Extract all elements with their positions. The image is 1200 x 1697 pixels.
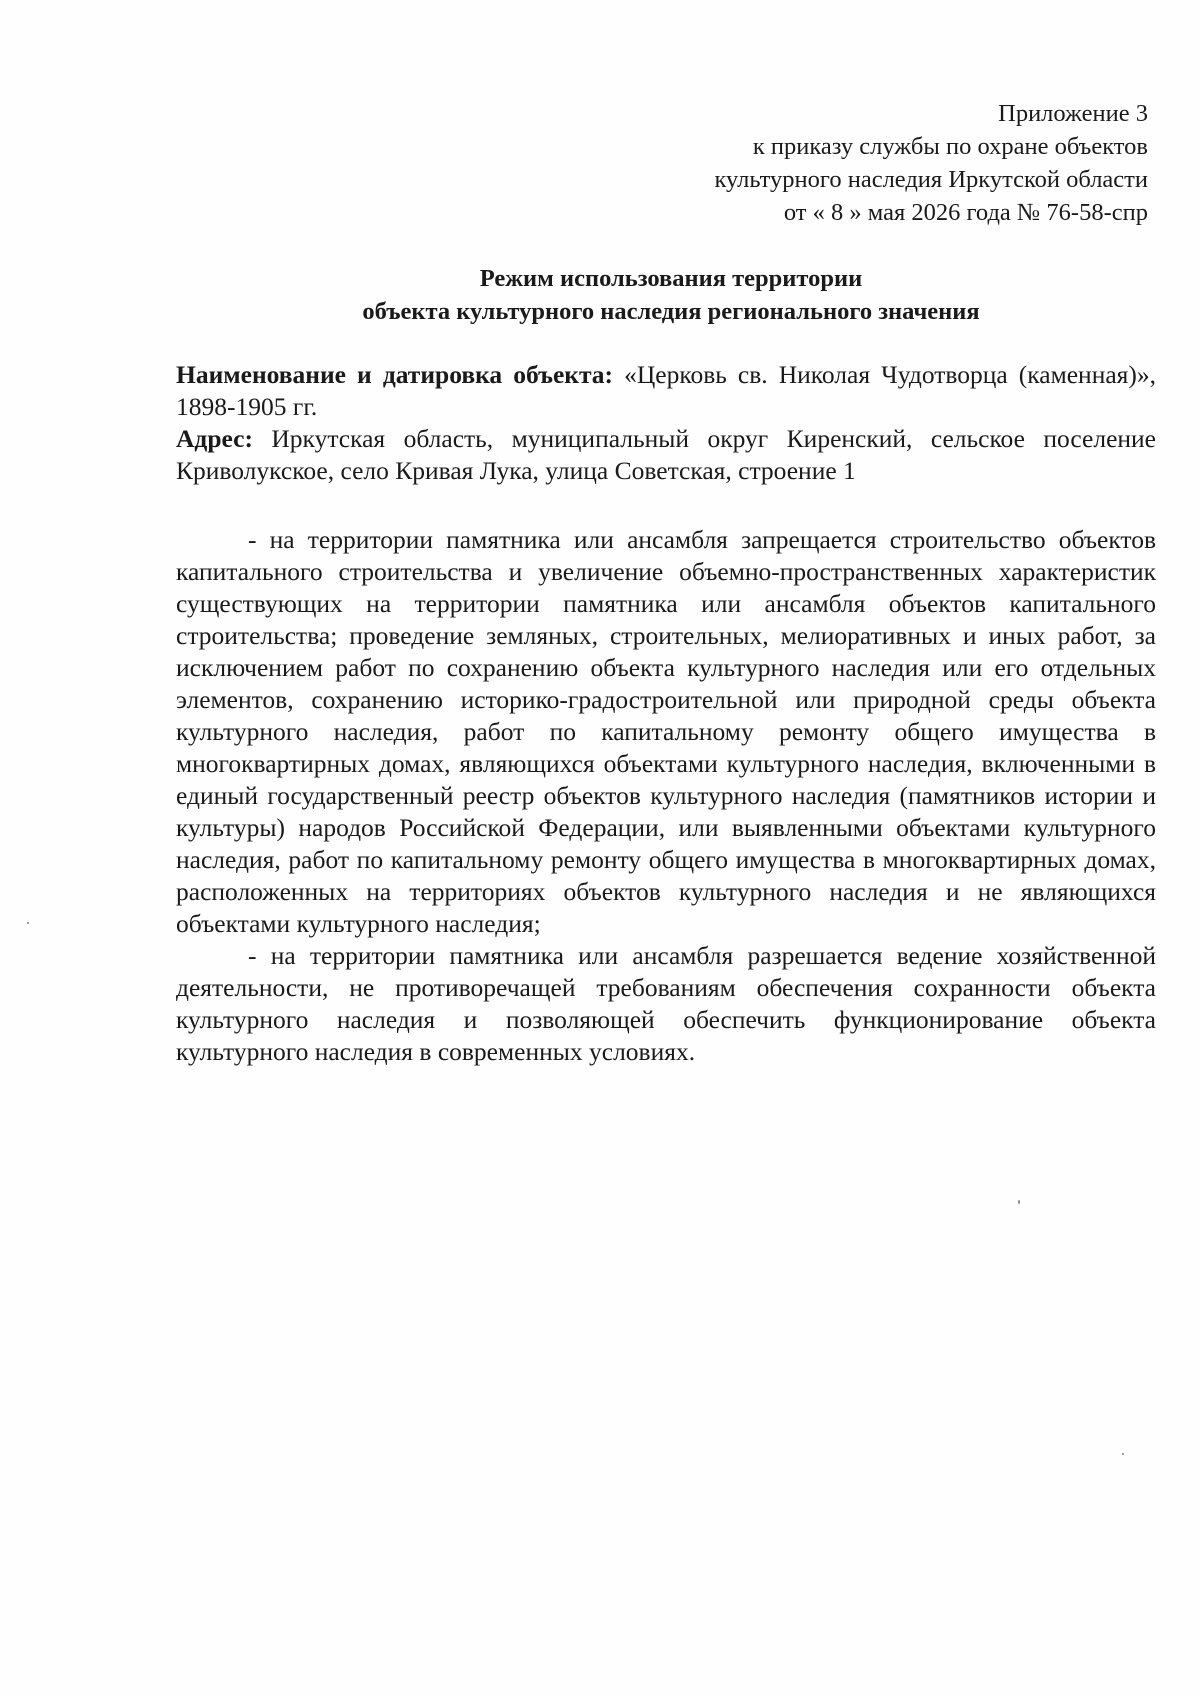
- appendix-order-ref: к приказу службы по охране объектов: [752, 133, 1148, 160]
- appendix-authority: культурного наследия Иркутской области: [714, 166, 1148, 193]
- usage-rules: [176, 524, 1156, 1068]
- appendix-number: Приложение 3: [998, 100, 1148, 127]
- object-address-value: Иркутская область, муниципальный округ Киренский, сельское поселение Криволукское, село Кривая Лука, улица Советская, строение 1: [176, 424, 1156, 485]
- object-address-paragraph: [176, 423, 1156, 487]
- appendix-date-number: от « 8 » мая 2026 года № 76-58-спр: [783, 199, 1148, 226]
- scan-speck: [27, 922, 29, 924]
- title-line-2: объекта культурного наследия регионального значения: [362, 298, 980, 325]
- rule-permitted: - на территории памятника или ансамбля разрешается ведение хозяйственной деятельности, не противоречащей требованиям обеспечения сохранности объекта культурного наследия и позволяющей обеспечить функционирование объекта культурного наследия в современных условиях.: [176, 941, 1156, 1066]
- scan-speck: [1018, 1200, 1020, 1204]
- object-info: [176, 359, 1156, 487]
- object-address-label: Адрес:: [176, 424, 253, 453]
- title-line-1: Режим использования территории: [479, 265, 863, 292]
- appendix-header: [714, 97, 1148, 229]
- document-title: [176, 262, 1166, 328]
- object-name-label: Наименование и датировка объекта:: [176, 360, 614, 389]
- scan-speck: [1122, 1453, 1124, 1455]
- object-name-paragraph: [176, 359, 1156, 423]
- object-name-value: «Церковь св. Николая Чудотворца (каменная)», 1898-1905 гг.: [176, 360, 1157, 421]
- rule-prohibited: - на территории памятника или ансамбля запрещается строительство объектов капитального строительства и увеличение объемно-пространственных характеристик существующих на территории памятника или ансамбля объектов капитального строительства; проведение земляных, строительных, мелиоративных и иных работ, за исключением работ по сохранению объекта культурного наследия или его отдельных элементов, сохранению историко-градостроительной или природной среды объекта культурного наследия, работ по капитальному ремонту общего имущества в многоквартирных домах, являющихся объектами культурного наследия, включенными в единый государственный реестр объектов культурного наследия (памятников истории и культуры) народов Российской Федерации, или выявленными объектами культурного наследия, работ по капитальному ремонту общего имущества в многоквартирных домах, расположенных на территориях объектов культурного наследия и не являющихся объектами культурного наследия;: [176, 525, 1156, 938]
